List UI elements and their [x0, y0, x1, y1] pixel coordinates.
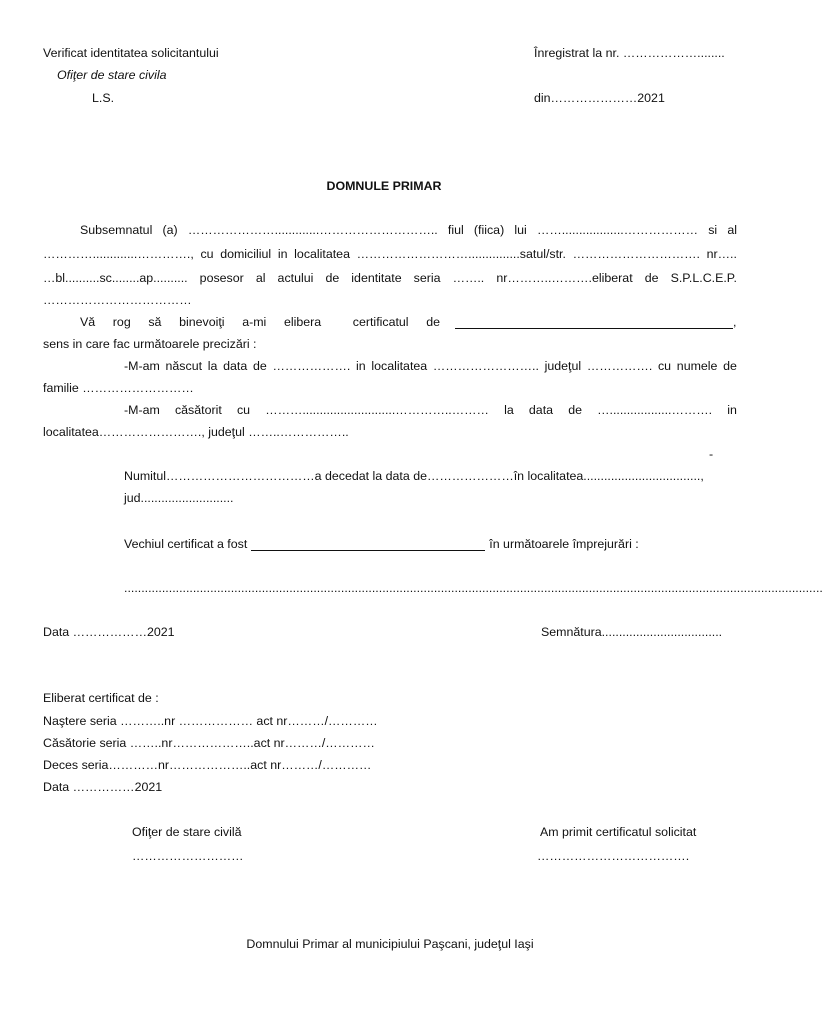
body-line-10: localitatea……………………., judeţul ……..……………..	[43, 425, 349, 439]
text-word: de	[325, 271, 340, 285]
text-word: Vă	[80, 315, 96, 329]
officer-label: Ofiţer de stare civila	[57, 68, 167, 82]
text-word: a-mi	[242, 315, 267, 329]
text-word: in	[356, 359, 366, 373]
text-word: posesor	[199, 271, 244, 285]
request-text	[80, 315, 440, 329]
old-certificate-line	[124, 537, 639, 551]
addressee-footer: Domnului Primar al municipiului Paşcani, judeţul Iaşi	[246, 937, 534, 951]
received-signature-dots: ……………………………….	[537, 849, 690, 863]
application-date: Data ………………2021	[43, 625, 175, 639]
text-word: in	[727, 403, 737, 417]
text-word: domiciliul	[220, 247, 272, 261]
birth-locality-field: ……………………..	[432, 359, 539, 373]
text-word: cu	[236, 403, 251, 417]
birth-date-field: ……………….	[272, 359, 351, 373]
text-word: al	[255, 271, 266, 285]
id-series-field: ……..	[452, 271, 485, 285]
text-word: certificatul	[352, 315, 409, 329]
officer-signature-dots: ………………………	[132, 849, 244, 863]
text-word: fiul	[447, 223, 464, 237]
text-word: al	[727, 223, 737, 237]
text-word: localitatea	[294, 247, 350, 261]
issued-birth: Naştere seria ………..nr ……………… act nr………/…………	[43, 714, 378, 728]
body-line-7	[124, 359, 737, 373]
text-word: de	[723, 359, 737, 373]
text-word: de	[568, 403, 582, 417]
text-word: elibera	[283, 315, 322, 329]
text-word: în următoarele împrejurări :	[489, 537, 639, 551]
birth-county-field: …………….	[586, 359, 653, 373]
text-word: la	[504, 403, 514, 417]
text-word: născut	[165, 359, 203, 373]
seal-label: L.S.	[92, 91, 115, 105]
text-word: căsătorit	[174, 403, 222, 417]
text-word: judeţul	[544, 359, 582, 373]
marriage-date-field: …..................……….	[597, 403, 713, 417]
text-word: S.P.L.C.E.P.	[670, 271, 737, 285]
body-line-1	[80, 223, 737, 237]
verification-label: Verificat identitatea solicitantului	[43, 46, 219, 60]
received-label: Am primit certificatul solicitat	[540, 825, 697, 839]
text-word: seria	[413, 271, 441, 285]
body-line-8: familie ………………………	[43, 381, 194, 395]
text-word: la	[207, 359, 218, 373]
body-line-12: jud...........................	[124, 491, 234, 505]
issued-marriage: Căsătorie seria ……..nr………………..act nr………/…………	[43, 736, 375, 750]
text-word: (fiica)	[473, 223, 505, 237]
text-word: să	[148, 315, 162, 329]
text-word: identitate	[351, 271, 402, 285]
body-line-6: sens in care fac următoarele precizări :	[43, 337, 257, 351]
registration-number: Înregistrat la nr. ………………........	[534, 46, 725, 60]
locality-field: ………………………...............satul/str.	[356, 247, 566, 261]
text-word: lui	[514, 223, 527, 237]
id-number-field: nr………..……….eliberat	[496, 271, 633, 285]
issued-heading: Eliberat certificat de :	[43, 691, 159, 705]
text-word: de	[426, 315, 440, 329]
officer-signature-label: Ofiţer de stare civilă	[132, 825, 242, 839]
text-word: cu	[657, 359, 672, 373]
text-word: numele	[676, 359, 718, 373]
certificate-type-underline	[455, 315, 733, 329]
text-word: de	[644, 271, 659, 285]
registration-date: din…………………2021	[534, 91, 665, 105]
old-certificate-underline	[251, 537, 485, 551]
text-word: data	[223, 359, 248, 373]
text-word: ,	[733, 315, 737, 329]
body-line-4: ………………………………	[43, 293, 192, 307]
text-word: Vechiul certificat a fost	[124, 537, 248, 551]
text-word: rog	[112, 315, 131, 329]
text-word: (a)	[162, 223, 178, 237]
text-word: de	[252, 359, 267, 373]
body-line-2	[43, 247, 737, 261]
text-word: binevoiţi	[179, 315, 225, 329]
circumstances-dots: ...........................................................................................................................................................................................................	[124, 581, 823, 595]
body-line-11: Numitul………………………………a decedat la data de…………………în localitatea..................................,	[124, 469, 704, 483]
text-word: Subsemnatul	[80, 223, 153, 237]
number-field: nr…..	[706, 247, 737, 261]
text-word: cu	[200, 247, 214, 261]
text-word: -M-am	[124, 403, 160, 417]
street-field: ………………………….	[572, 247, 700, 261]
body-line-3	[43, 271, 737, 285]
address-field: …bl..........sc........ap..........	[43, 271, 188, 285]
text-word: in	[277, 247, 288, 261]
spouse-field: ………...........................…………..………	[265, 403, 489, 417]
issued-date: Data ……………2021	[43, 780, 163, 794]
text-word: si	[708, 223, 718, 237]
issued-death: Deces seria…………nr………………..act nr………/…………	[43, 758, 372, 772]
name-field: ………………….............………………………..	[187, 223, 438, 237]
body-line-9	[124, 403, 737, 417]
text-word: data	[528, 403, 554, 417]
text-word: actului	[277, 271, 314, 285]
parent-field: ……..................………………	[536, 223, 699, 237]
document-title: DOMNULE PRIMAR	[326, 179, 442, 193]
text-word: -M-am	[124, 359, 160, 373]
dash-mark: -	[709, 447, 714, 461]
text-word: localitatea	[371, 359, 428, 373]
parent-field: ………….............………….,	[43, 247, 194, 261]
body-line-5	[80, 315, 737, 329]
signature-field: Semnătura...................................	[541, 625, 723, 639]
